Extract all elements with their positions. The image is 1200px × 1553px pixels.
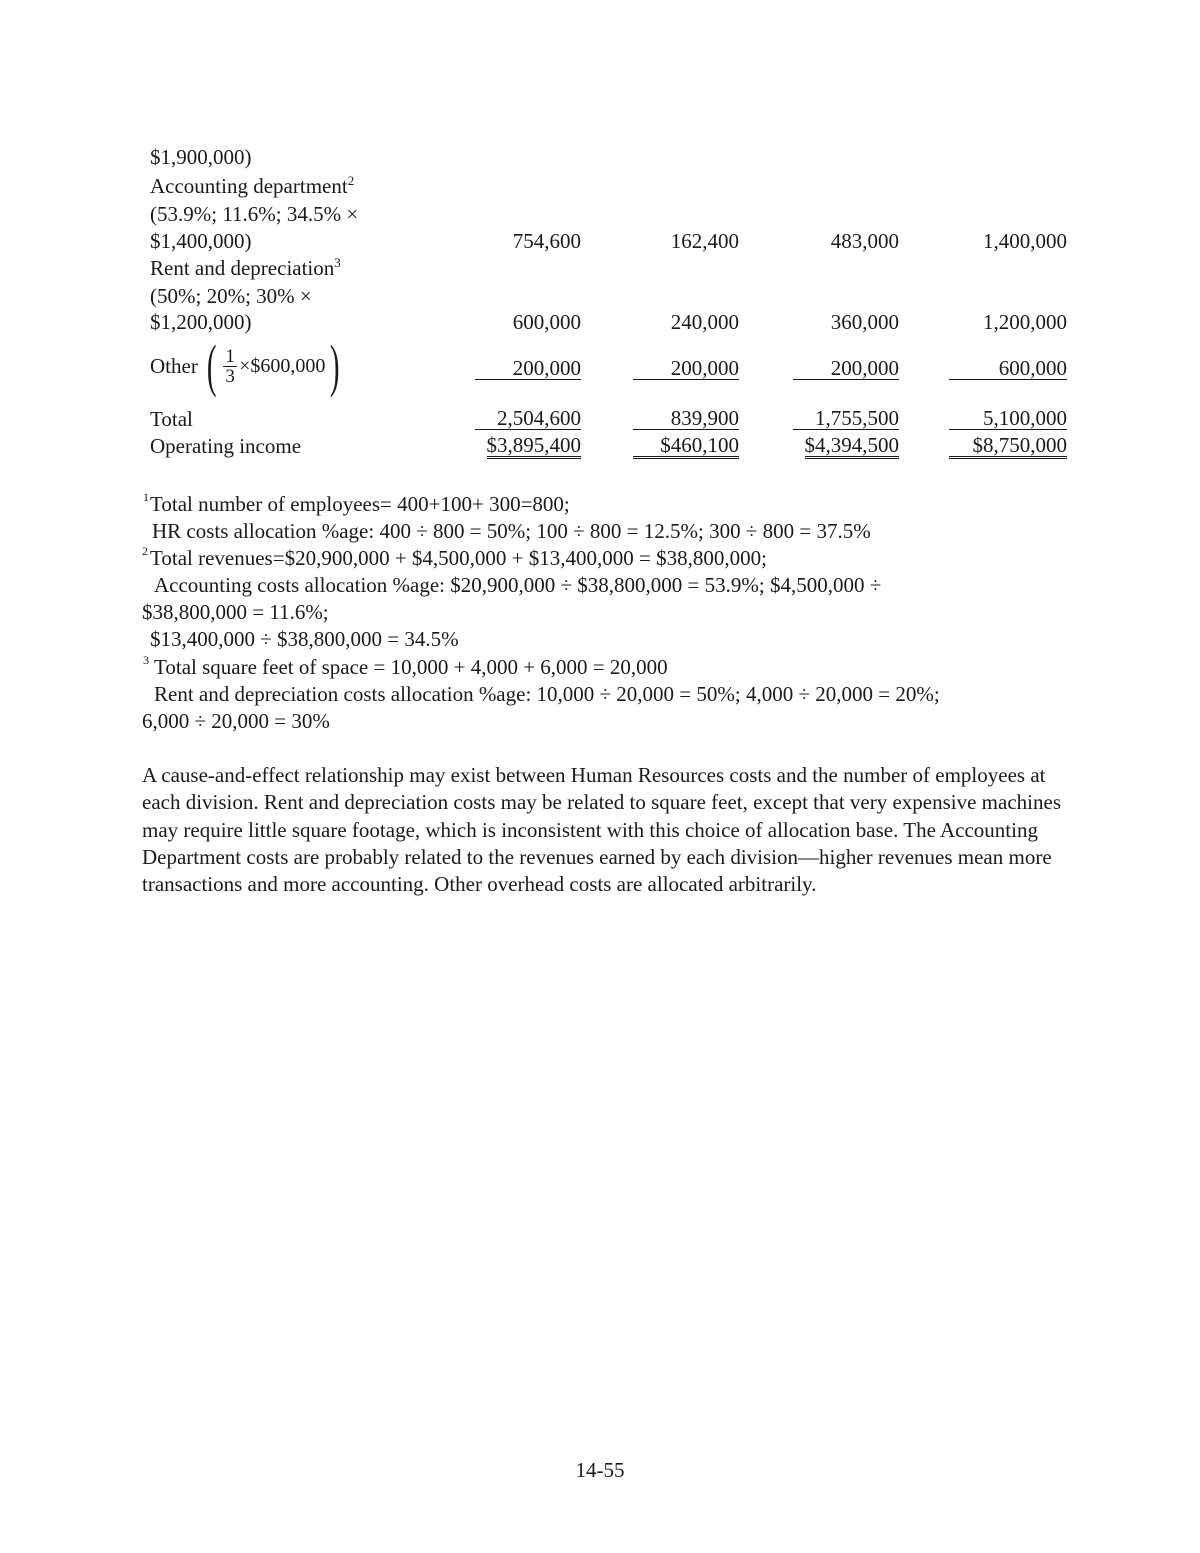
total-value-1: 2,504,600	[475, 407, 581, 430]
footnote-3-line-1: Total square feet of space = 10,000 + 4,000 + 6,000 = 20,000	[154, 655, 668, 679]
rent-value-3: 360,000	[830, 310, 899, 334]
operating-income-value-total: $8,750,000	[949, 434, 1067, 459]
footnote-3-mark: 3	[143, 653, 149, 667]
rent-base-line: $1,200,000)	[150, 310, 252, 334]
rent-value-1: 600,000	[512, 310, 581, 334]
fraction-one-third: $\frac{1}{3}$	[223, 347, 237, 386]
accounting-base-line: $1,400,000)	[150, 229, 252, 253]
footnote-3-line-3: 6,000 ÷ 20,000 = 30%	[142, 709, 330, 733]
footnote-1-line-1: Total number of employees= 400+100+ 300=800;	[150, 492, 570, 516]
other-value-2: 200,000	[633, 357, 739, 380]
other-formula: ( $\frac{1}{3}$ ×$600,000 )	[206, 333, 340, 398]
explanation-paragraph: A cause-and-effect relationship may exist between Human Resources costs and the number of employees at each division. Rent and depreciation costs may be related to square feet, except that very expensive machines may require little square footage, which is inconsistent with this choice of allocation base. The Accounting Department costs are probably related to the revenues earned by each division—higher revenues mean more transactions and more accounting. Other overhead costs are allocated arbitrarily.	[142, 763, 1061, 897]
accounting-value-1: 754,600	[512, 229, 581, 253]
other-value-1: 200,000	[475, 357, 581, 380]
dollar-sign: $	[660, 433, 671, 457]
footnote-2-line-4: $13,400,000 ÷ $38,800,000 = 34.5%	[150, 627, 459, 651]
left-paren: (	[206, 333, 217, 398]
rent-value-total: 1,200,000	[983, 310, 1067, 334]
accounting-label: Accounting department$^2$	[150, 173, 355, 198]
total-label: Total	[150, 407, 193, 431]
rent-label: Rent and depreciation$^3$	[150, 255, 341, 280]
total-value-2: 839,900	[633, 407, 739, 430]
footnote-1-mark: 1	[143, 490, 149, 504]
operating-income-label: Operating income	[150, 434, 302, 458]
dollar-sign: $	[972, 433, 983, 457]
footnote-1-line-2: HR costs allocation %age: 400 ÷ 800 = 50%; 100 ÷ 800 = 12.5%; 300 ÷ 800 = 37.5%	[152, 519, 871, 543]
footnote-2-line-2: Accounting costs allocation %age: $20,900,000 ÷ $38,800,000 = 53.9%; $4,500,000 ÷	[154, 573, 882, 597]
other-value-3: 200,000	[793, 357, 899, 380]
other-label: Other ( $\frac{1}{3}$ ×$600,000 )	[150, 336, 345, 396]
page-number: 14-55	[575, 1458, 625, 1482]
rent-footnote-mark: 3	[334, 255, 341, 270]
footnote-2-line-3: $38,800,000 = 11.6%;	[142, 600, 329, 624]
total-value-3: 1,755,500	[793, 407, 899, 430]
other-value-total: 600,000	[949, 357, 1067, 380]
operating-income-value-2: $460,100	[633, 434, 739, 459]
accounting-value-total: 1,400,000	[983, 229, 1067, 253]
hr-base-line: $1,900,000)	[150, 145, 252, 169]
footnote-2-line-1: Total revenues=$20,900,000 + $4,500,000 + $13,400,000 = $38,800,000;	[150, 546, 767, 570]
rent-value-2: 240,000	[670, 310, 739, 334]
total-value-total: 5,100,000	[949, 407, 1067, 430]
accounting-value-2: 162,400	[670, 229, 739, 253]
footnote-2-mark: 2	[142, 544, 148, 558]
operating-income-value-3: $4,394,500	[804, 433, 899, 457]
right-paren: )	[330, 333, 340, 398]
footnote-3-line-2: Rent and depreciation costs allocation %age: 10,000 ÷ 20,000 = 50%; 4,000 ÷ 20,000 = 20%;	[154, 682, 940, 706]
accounting-value-3: 483,000	[830, 229, 899, 253]
accounting-pct-line: (53.9%; 11.6%; 34.5% ×	[150, 202, 359, 226]
operating-income-value-1: $3,895,400	[486, 433, 581, 457]
rent-pct-line: (50%; 20%; 30% ×	[150, 284, 312, 308]
accounting-footnote-mark: 2	[347, 173, 355, 188]
